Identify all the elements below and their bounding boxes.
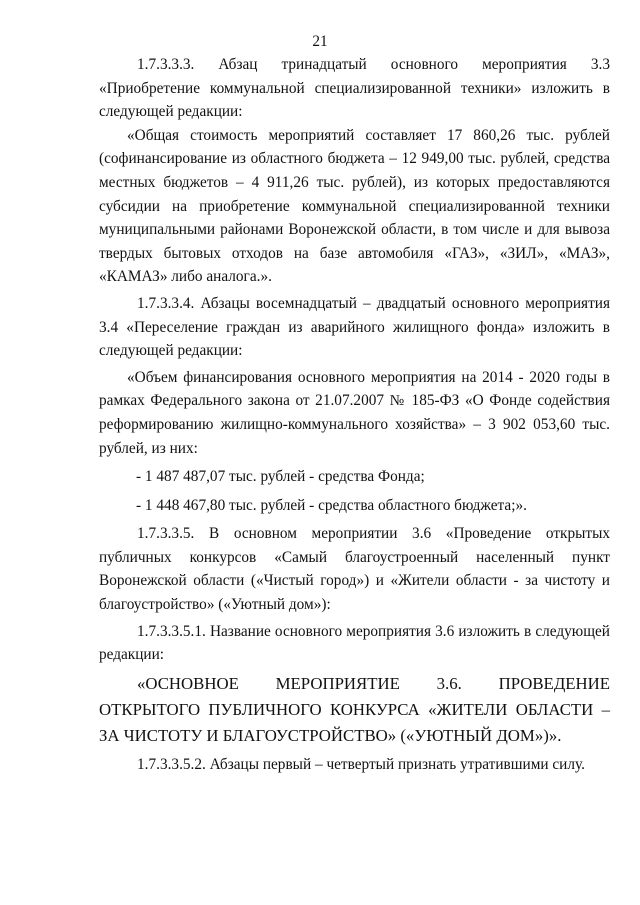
paragraph-quote-total-cost: «Общая стоимость мероприятий составляет 17 860,26 тыс. рублей (софинансирование из областного бюджета – 12 949,00 тыс. рублей, средства местных бюджетов – 4 911,26 тыс. рублей), из которых предоставляются субсидии на приобретение коммунальной специализированной техники муниципальными районами Воронежской области, в том числе и для вывоза твердых бытовых отходов на базе автомобиля «ГАЗ», «ЗИЛ», «МАЗ», «КАМАЗ» либо аналога.». (99, 126, 610, 286)
paragraph-1-7-3-3-5-2: 1.7.3.3.5.2. Абзацы первый – четвертый признать утратившими силу. (137, 755, 585, 773)
paragraph-1-7-3-3-3: 1.7.3.3.3. Абзац тринадцатый основного мероприятия 3.3 «Приобретение коммунальной специализированной техники» изложить в следующей редакции: (99, 56, 610, 121)
page-number: 21 (312, 33, 328, 50)
list-item-fund: - 1 487 487,07 тыс. рублей - средства Фонда; (136, 468, 425, 486)
paragraph-quote-funding: «Объем финансирования основного мероприятия на 2014 - 2020 годы в рамках Федерального закона от 21.07.2007 № 185-ФЗ «О Фонде содействия реформированию жилищно-коммунального хозяйства» – 3 902 053,60 тыс. рублей, из них: (99, 368, 610, 457)
paragraph-uppercase-title: «ОСНОВНОЕ МЕРОПРИЯТИЕ 3.6. ПРОВЕДЕНИЕ ОТКРЫТОГО ПУБЛИЧНОГО КОНКУРСА «ЖИТЕЛИ ОБЛАСТИ – ЗА ЧИСТОТУ И БЛАГОУСТРОЙСТВО» («УЮТНЫЙ ДОМ»)». (99, 673, 610, 745)
list-item-regional-budget: - 1 448 467,80 тыс. рублей - средства областного бюджета;». (136, 496, 527, 514)
document-body (99, 53, 610, 776)
paragraph-1-7-3-3-5-1: 1.7.3.3.5.1. Название основного мероприятия 3.6 изложить в следующей редакции: (99, 622, 610, 664)
paragraph-1-7-3-3-5: 1.7.3.3.5. В основном мероприятии 3.6 «Проведение открытых публичных конкурсов «Самый благоустроенный населенный пункт Воронежской области («Чистый город») и «Жители области - за чистоту и благоустройство» («Уютный дом»): (99, 525, 610, 614)
paragraph-1-7-3-3-4: 1.7.3.3.4. Абзацы восемнадцатый – двадцатый основного мероприятия 3.4 «Переселение граждан из аварийного жилищного фонда» изложить в следующей редакции: (99, 294, 610, 360)
